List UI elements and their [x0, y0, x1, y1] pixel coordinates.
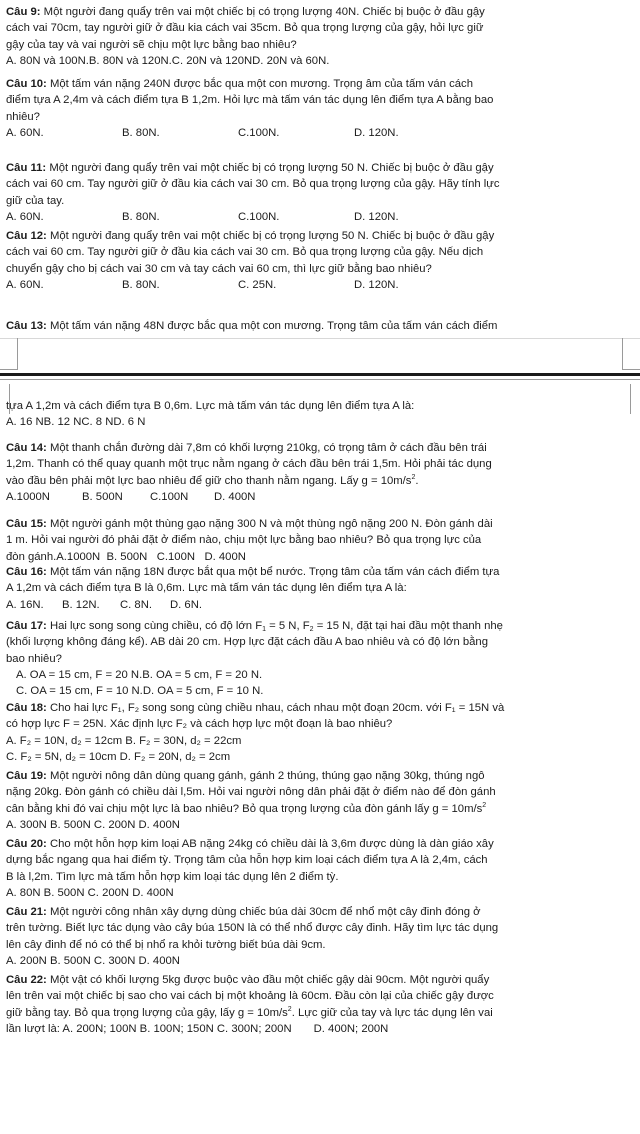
q12-line-2: cách vai 60 cm. Tay người giữ ở đầu kia cách vai 30 cm. Bỏ qua trọng lượng của gậy. Nếu dịch	[6, 246, 484, 259]
q12-line-3: chuyển gậy cho bị cách vai 30 cm và tay cách vai 60 cm, thì lực giữ bằng bao nhiêu?	[6, 262, 432, 275]
q11-option-b: B. 80N.	[122, 210, 160, 223]
q14-text-3: vào đầu bên phải một lực bao nhiêu để giữ cho thanh nằm ngang. Lấy g = 10m/s	[6, 474, 412, 487]
q10-text-1: Một tấm ván nặng 240N được bắc qua một con mương. Trọng âm của tấm ván cách	[49, 78, 473, 90]
q9-line-1	[6, 4, 634, 20]
q11-label: Câu 11:	[6, 162, 47, 174]
q10-option-d: D. 120N.	[354, 126, 399, 139]
q12-option-b: B. 80N.	[122, 278, 160, 291]
q22-line-2: lên trên vai một chiếc bị sao cho vai cách bị một khoảng là 60cm. Đầu còn lại của chiếc gậy được	[6, 990, 494, 1003]
q19-label: Câu 19:	[6, 770, 47, 782]
q13-label: Câu 13:	[6, 320, 47, 332]
q14-option-a: A.1000N	[6, 490, 50, 503]
q17-label: Câu 17:	[6, 620, 47, 632]
q11-line-3: giữ của tay.	[6, 194, 65, 207]
q16-option-d: D. 6N.	[170, 598, 203, 611]
q16-options	[6, 597, 634, 613]
page-break-top-rule	[0, 338, 640, 339]
q17-line-1	[6, 618, 634, 634]
q13-text-1: Một tấm ván nặng 48N được bắc qua một con mương. Trọng tâm của tấm ván cách điểm	[49, 320, 498, 332]
q21-label: Câu 21:	[6, 906, 47, 918]
q20-line-3: B là l,2m. Tìm lực mà tấm hỗn hợp kim loại tác dụng lên 2 điểm tỳ.	[6, 870, 339, 883]
question-19	[6, 768, 634, 833]
question-11	[6, 160, 634, 225]
q17-line-3: bao nhiêu?	[6, 652, 62, 665]
question-15	[6, 516, 634, 565]
q21-line-2: trên tường. Biết lực tác dụng vào cây búa 150N là có thể nhổ được cây đinh. Hãy tìm lực tác dụng	[6, 922, 499, 935]
q20-text-1: Cho một hỗn hợp kim loại AB nặng 24kg có chiều dài là 3,6m được dùng là dàn giáo xây	[49, 838, 494, 850]
q19-line-3	[6, 801, 634, 817]
q14-option-d: D. 400N	[214, 490, 256, 503]
q22-sup: 2	[287, 1005, 292, 1013]
q18-text-1: Cho hai lực F₁, F₂ song song cùng chiều nhau, cách nhau một đoạn 20cm. với F₁ = 15N và	[49, 702, 505, 714]
q21-line-1	[6, 904, 634, 920]
q19-text-1: Một người nông dân dùng quang gánh, gánh 2 thúng, thúng gạo nặng 30kg, thúng ngô	[49, 770, 485, 782]
q15-line-1	[6, 516, 634, 532]
question-21	[6, 904, 634, 969]
q9-options: A. 80N và 100N.B. 80N và 120N.C. 20N và 120ND. 20N và 60N.	[6, 54, 330, 67]
q10-line-1	[6, 76, 634, 92]
q10-options	[6, 125, 634, 141]
q19-sup: 2	[482, 801, 487, 809]
page-corner-left	[0, 338, 18, 370]
q20-label: Câu 20:	[6, 838, 47, 850]
question-13-part-2	[6, 398, 634, 431]
q17-line-2: (khối lượng không đáng kể). AB dài 20 cm. Hợp lực đặt cách đầu A bao nhiêu và có độ lớn bằng	[6, 636, 488, 649]
q11-option-d: D. 120N.	[354, 210, 399, 223]
q16-line-1	[6, 564, 634, 580]
q18-label: Câu 18:	[6, 702, 47, 714]
q17-sub-2: 2	[309, 626, 314, 633]
q13-line-2: tựa A 1,2m và cách điểm tựa B 0,6m. Lực mà tấm ván tác dụng lên điểm tựa A là:	[6, 400, 415, 412]
q11-options	[6, 209, 634, 225]
q14-label: Câu 14:	[6, 442, 47, 454]
q14-line-2: 1,2m. Thanh có thể quay quanh một trục nằm ngang ở cách đầu bên trái 1,5m. Hỏi phải tác dụng	[6, 458, 492, 471]
q12-options	[6, 277, 634, 293]
q17-options-cd: C. OA = 15 cm, F = 10 N.D. OA = 5 cm, F = 10 N.	[16, 685, 264, 698]
q14-text-3-end: .	[415, 474, 419, 487]
q12-option-c: C. 25N.	[238, 278, 277, 291]
q16-option-a: A. 16N.	[6, 598, 44, 611]
q14-sup: 2	[411, 473, 416, 481]
question-10	[6, 76, 634, 141]
q16-text-1: Một tấm ván nặng 18N được bắt qua một bể nước. Trọng tâm của tấm ván cách điểm tựa	[49, 566, 500, 578]
q9-label: Câu 9:	[6, 6, 41, 18]
q12-text-1: Một người đang quẩy trên vai một chiếc bị có trọng lượng 50 N. Chiếc bị buộc ở đầu gậy	[49, 230, 495, 242]
question-20	[6, 836, 634, 901]
q11-option-a: A. 60N.	[6, 210, 44, 223]
q19-text-3: cân bằng khi đó vai chịu một lực là bao nhiêu? Bỏ qua trọng lượng của đòn gánh lấy g = 10m/s	[6, 802, 483, 815]
q17-sub-1: 1	[262, 626, 267, 633]
q22-line-1	[6, 972, 634, 988]
q11-text-1: Một người đang quẩy trên vai một chiếc bị có trọng lượng 50 N. Chiếc bị buộc ở đầu gậy	[49, 162, 494, 174]
question-13-part-1	[6, 318, 634, 334]
q9-line-2: cách vai 70cm, tay người giữ ở đầu kia cách vai 35cm. Bỏ qua trọng lượng của gậy, hỏi lực giữ	[6, 22, 484, 35]
q18-line-2: có hợp lực F = 25N. Xác định lực F₂ và cách hợp lực một đoạn là bao nhiêu?	[6, 718, 393, 731]
q13-options: A. 16 NB. 12 NC. 8 ND. 6 N	[6, 416, 146, 429]
q19-options: A. 300N B. 500N C. 200N D. 400N	[6, 818, 180, 831]
q11-line-1	[6, 160, 634, 176]
q12-line-1	[6, 228, 634, 244]
q18-line-1	[6, 700, 634, 716]
q10-line-3: nhiêu?	[6, 110, 40, 123]
question-14	[6, 440, 634, 505]
q20-line-1	[6, 836, 634, 852]
q22-label: Câu 22:	[6, 974, 47, 986]
q16-option-b: B. 12N.	[62, 598, 100, 611]
q22-line-3	[6, 1005, 634, 1021]
q14-line-1	[6, 440, 634, 456]
q10-option-b: B. 80N.	[122, 126, 160, 139]
q9-text-1: Một người đang quẩy trên vai một chiếc bị có trọng lượng 40N. Chiếc bị buộc ở đầu gậy	[43, 6, 485, 18]
q16-label: Câu 16:	[6, 566, 47, 578]
question-22	[6, 972, 634, 1037]
q20-options: A. 80N B. 500N C. 200N D. 400N	[6, 886, 174, 899]
q18-options-cd: C. F₂ = 5N, d₂ = 10cm D. F₂ = 20N, d₂ = 2cm	[6, 750, 231, 763]
q18-options-ab: A. F₂ = 10N, d₂ = 12cm B. F₂ = 30N, d₂ = 22cm	[6, 734, 242, 747]
q17-text-1c: = 15 N, đặt tại hai đầu một thanh nhẹ	[313, 620, 503, 632]
q15-text-1: Một người gánh một thùng gạo nặng 300 N và một thùng ngô nặng 200 N. Đòn gánh dài	[49, 518, 493, 530]
q14-line-3	[6, 473, 634, 489]
question-18	[6, 700, 634, 765]
question-12	[6, 228, 634, 293]
q15-label: Câu 15:	[6, 518, 47, 530]
q15-line-2: 1 m. Hỏi vai người đó phải đặt ở điểm nào, chịu một lực bằng bao nhiêu? Bỏ qua trọng lực của	[6, 534, 482, 547]
q22-text-3a: giữ bằng tay. Bỏ qua trọng lượng của gậy, lấy g = 10m/s	[6, 1006, 288, 1019]
q10-label: Câu 10:	[6, 78, 47, 90]
q16-line-2: A 1,2m và cách điểm tựa B là 0,6m. Lực mà tấm ván tác dụng lên điểm tựa A là:	[6, 582, 407, 595]
q14-option-c: C.100N	[150, 490, 189, 503]
q21-options: A. 200N B. 500N C. 300N D. 400N	[6, 954, 180, 967]
q10-option-c: C.100N.	[238, 126, 280, 139]
page-corner-right	[622, 338, 640, 370]
q19-line-1	[6, 768, 634, 784]
page-break-line	[0, 379, 640, 380]
q17-text-1a: Hai lực song song cùng chiều, có độ lớn F	[49, 620, 263, 632]
q22-text-1: Một vật có khối lượng 5kg được buộc vào đầu một chiếc gậy dài 90cm. Một người quẩy	[49, 974, 490, 986]
q19-line-2: nặng 20kg. Đòn gánh có chiều dài l,5m. Hỏi vai người nông dân phải đặt ở điểm nào để đòn gánh	[6, 786, 496, 799]
q15-line-3: đòn gánh.A.1000N B. 500N C.100N D. 400N	[6, 550, 246, 563]
q21-text-1: Một người công nhân xây dựng dùng chiếc búa dài 30cm để nhổ một cây đinh đóng ở	[49, 906, 481, 918]
q22-line-4: lần lượt là: A. 200N; 100N B. 100N; 150N C. 300N; 200N D. 400N; 200N	[6, 1022, 389, 1035]
q16-option-c: C. 8N.	[120, 598, 153, 611]
q12-label: Câu 12:	[6, 230, 47, 242]
q21-line-3: lên cây đinh để nó có thể bị nhổ ra khỏi tường biết búa dài 9cm.	[6, 938, 326, 951]
q17-options-ab: A. OA = 15 cm, F = 20 N.B. OA = 5 cm, F = 20 N.	[16, 668, 263, 681]
question-9	[6, 4, 634, 69]
q17-text-1b: = 5 N, F	[266, 620, 310, 632]
q10-option-a: A. 60N.	[6, 126, 44, 139]
q20-line-2: dựng bắc ngang qua hai điểm tỳ. Trọng tâm của hỗn hợp kim loại cách điểm tựa A là 2,4m, cách	[6, 854, 488, 867]
q14-options	[6, 489, 634, 505]
q11-line-2: cách vai 60 cm. Tay người giữ ở đầu kia cách vai 30 cm. Bỏ qua trọng lượng của gậy. Hãy tính lực	[6, 178, 500, 191]
question-16	[6, 564, 634, 613]
q11-option-c: C.100N.	[238, 210, 280, 223]
q9-line-3: gậy của tay và vai người sẽ chịu một lực bằng bao nhiêu?	[6, 38, 297, 51]
page-break-band	[0, 373, 640, 376]
q13-line-1	[6, 318, 634, 334]
q12-option-d: D. 120N.	[354, 278, 399, 291]
q10-line-2: điểm tựa A 2,4m và cách điểm tựa B 1,2m. Hỏi lực mà tấm ván tác dụng lên điểm tựa A bằng bao	[6, 94, 494, 107]
q14-text-1: Một thanh chắn đường dài 7,8m có khối lượng 210kg, có trọng tâm ở cách đầu bên trái	[49, 442, 487, 454]
q14-option-b: B. 500N	[82, 490, 123, 503]
q12-option-a: A. 60N.	[6, 278, 44, 291]
question-17	[6, 618, 634, 699]
q22-text-3b: . Lực giữ của tay và lực tác dụng lên vai	[291, 1006, 493, 1019]
